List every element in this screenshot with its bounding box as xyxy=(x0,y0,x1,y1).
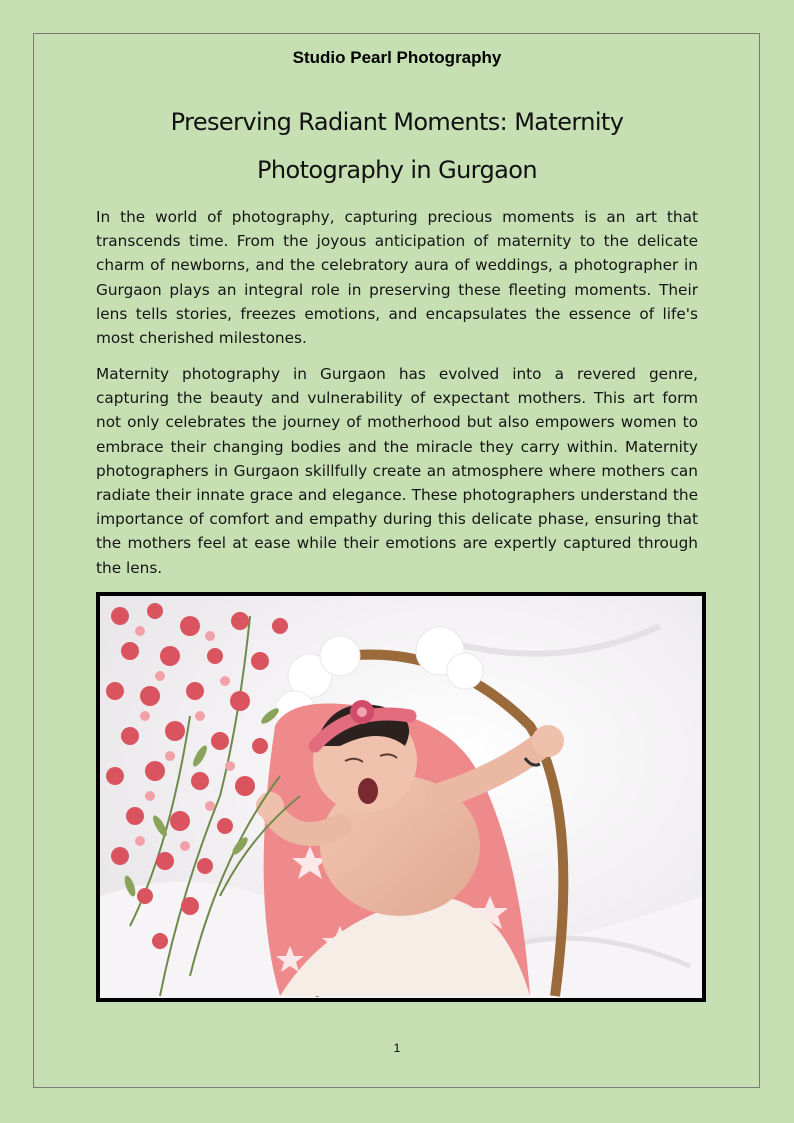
newborn-photo xyxy=(96,592,706,1002)
studio-header: Studio Pearl Photography xyxy=(292,48,502,67)
body-paragraph-2: Maternity photography in Gurgaon has evolved into a revered genre, capturing the beauty and vulnerability of expectant mothers. This art form not only celebrates the journey of motherhood but also empowers women to embrace their changing bodies and the miracle they carry within. Maternity photographers in Gurgaon skillfully create an atmosphere where mothers can radiate their innate grace and elegance. These photographers understand the importance of comfort and empathy during this delicate phase, ensuring that the mothers feel at ease while their emotions are expertly captured through the lens. xyxy=(96,365,698,577)
page-number: 1 xyxy=(393,1041,401,1055)
page-title: Preserving Radiant Moments: Maternity Photography in Gurgaon xyxy=(170,108,624,184)
body-paragraph-1: In the world of photography, capturing precious moments is an art that transcends time. From the joyous anticipation of maternity to the delicate charm of newborns, and the celebratory aura of weddings, a photographer in Gurgaon plays an integral role in preserving these fleeting moments. Their lens tells stories, freezes emotions, and encapsulates the essence of life's most cherished milestones. xyxy=(96,208,698,348)
